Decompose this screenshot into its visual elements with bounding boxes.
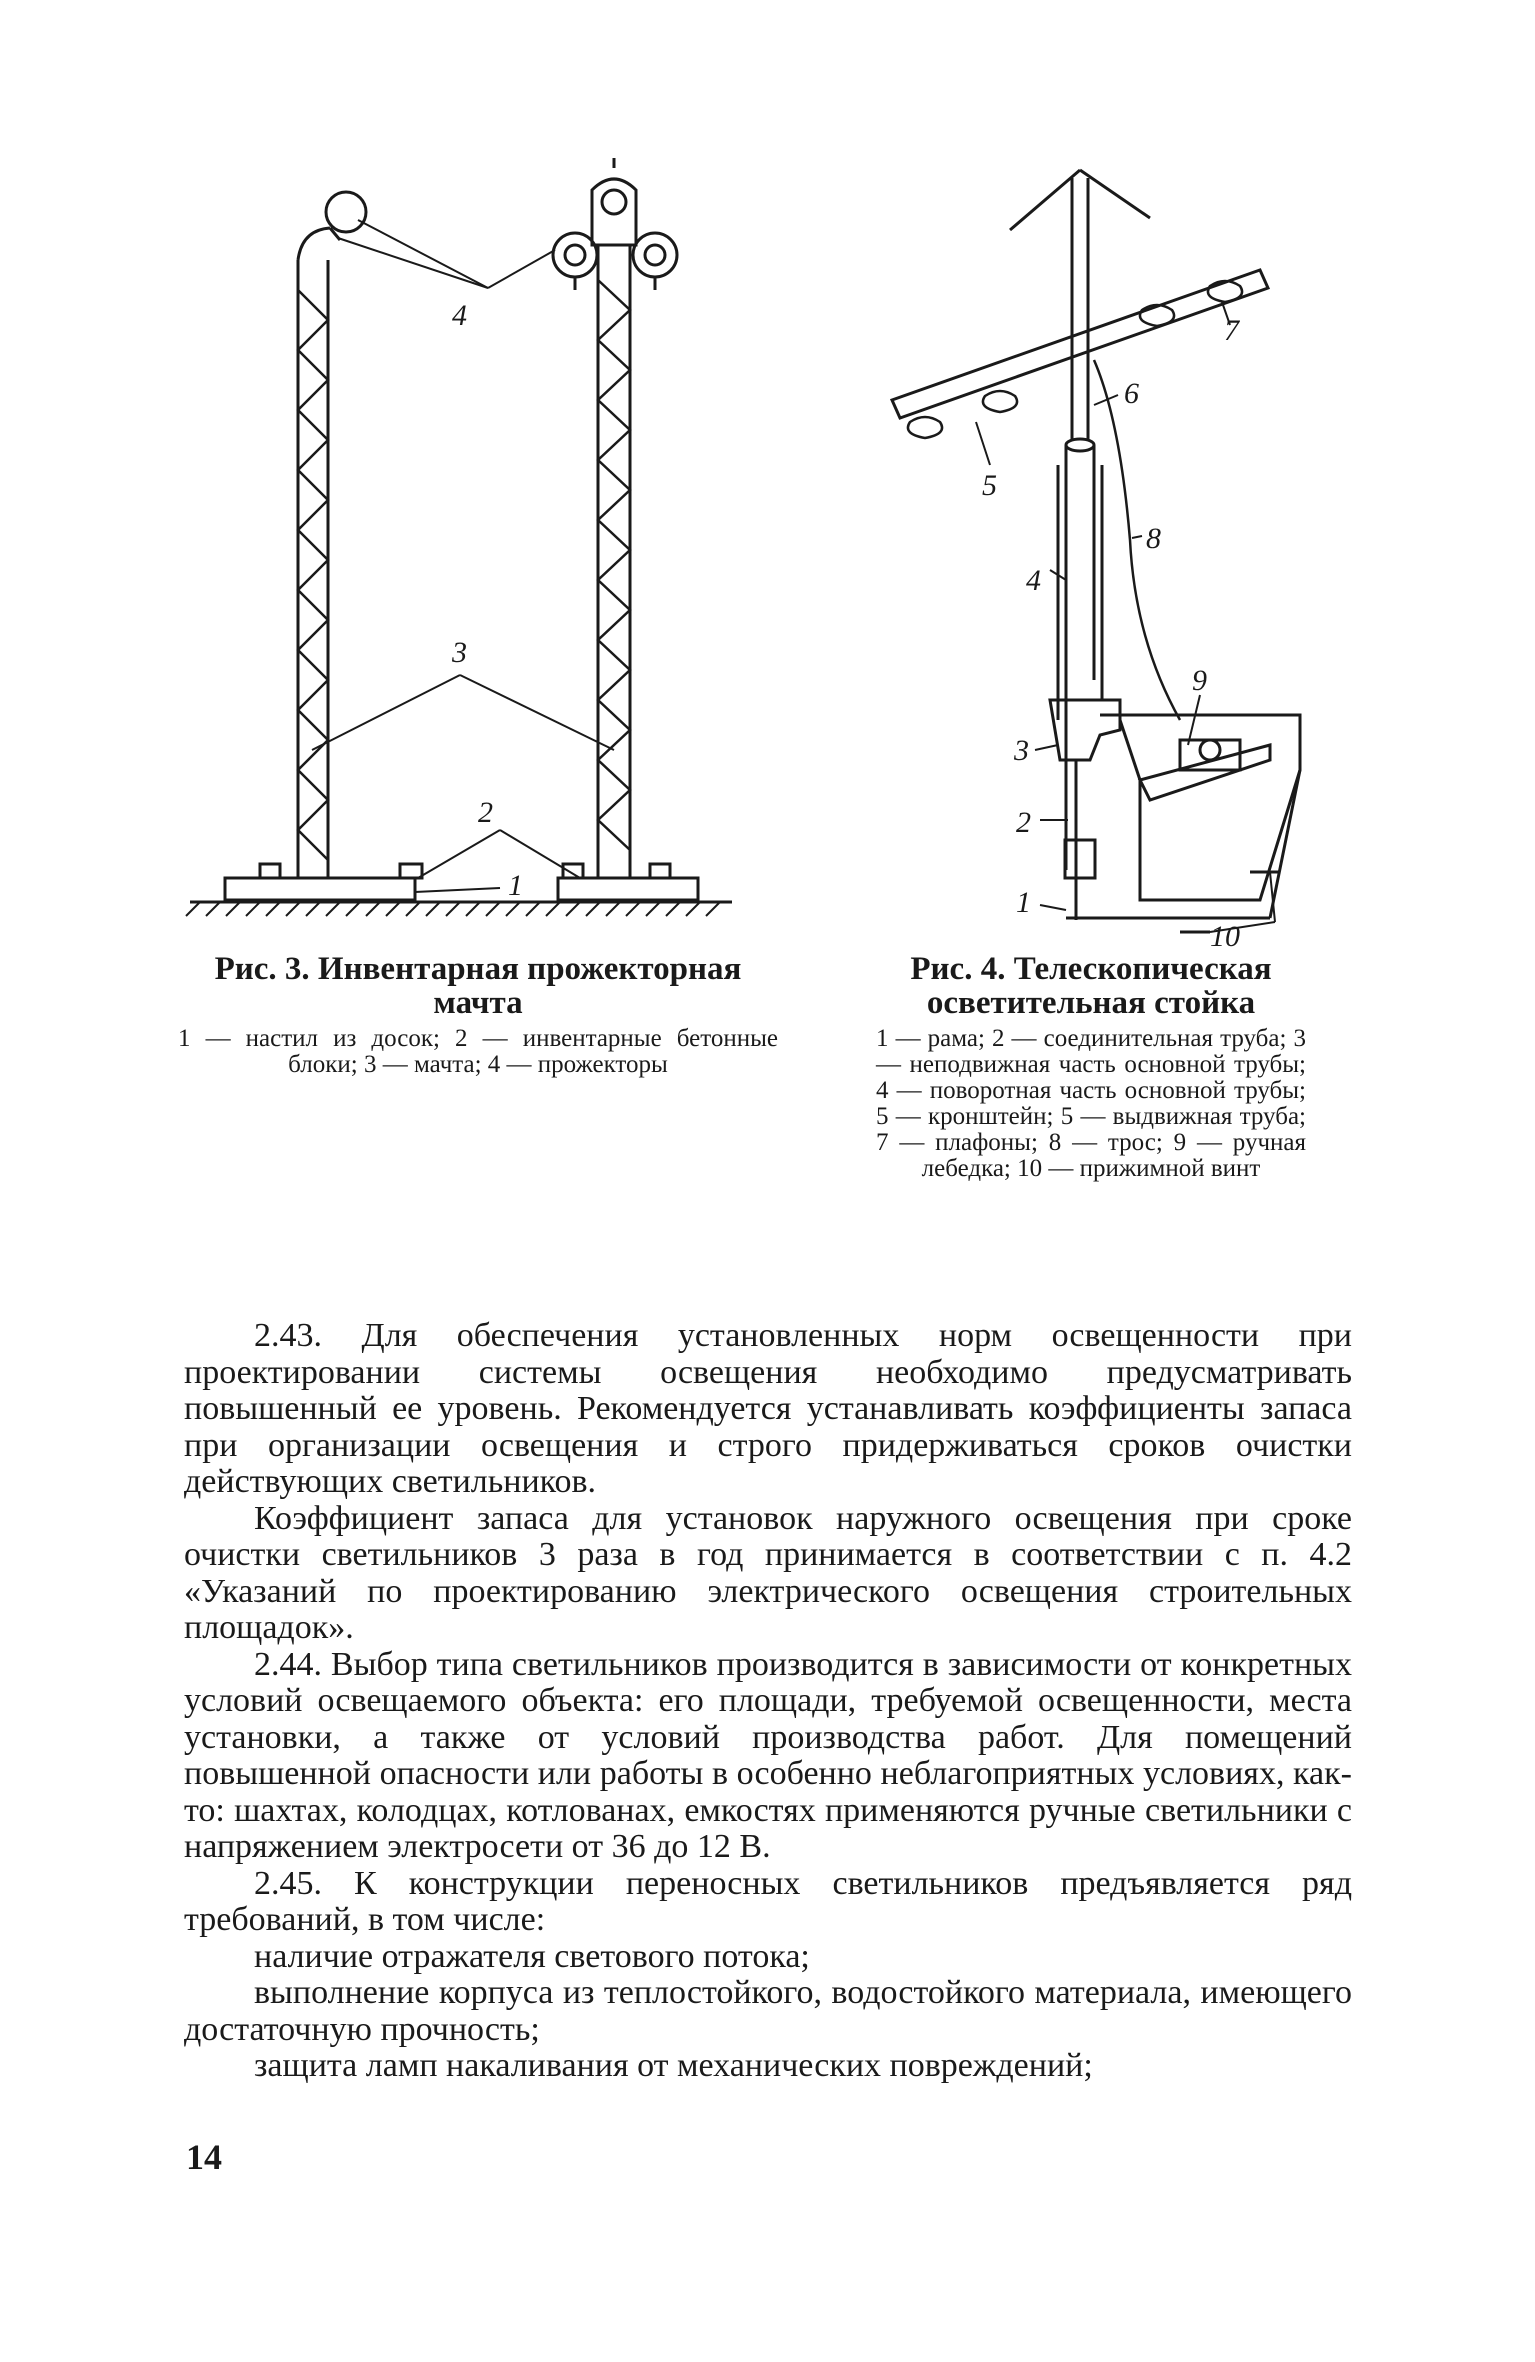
figure-4-legend: 1 — рама; 2 — соединительная труба; 3 — неподвижная часть основной трубы; 4 — поворотная часть основной трубы; 5 — кронштейн; 5 — выдвижная труба; 7 — плафоны; 8 — трос; 9 — ручная лебедка; 10 — прижимной винт bbox=[876, 1025, 1306, 1182]
figure-4-drawing bbox=[880, 160, 1320, 950]
paragraph-reserve-coefficient: Коэффициент запаса для установок наружного освещения при сроке очистки светильников 3 раза в год принимается в соответствии с п. 4.2 «Указаний по проектированию электрического освещения строительных площадок». bbox=[184, 1499, 1352, 1646]
fig4-label-3: 3 bbox=[1014, 734, 1029, 767]
fig4-label-9: 9 bbox=[1192, 664, 1207, 697]
figure-4-caption bbox=[876, 952, 1306, 1182]
page-number: 14 bbox=[186, 2137, 222, 2177]
fig3-label-2: 2 bbox=[478, 796, 493, 829]
fig4-label-6: 6 bbox=[1124, 377, 1139, 410]
body-text bbox=[184, 1318, 1352, 2085]
fig4-label-5: 5 bbox=[982, 469, 997, 502]
fig4-label-4: 4 bbox=[1026, 564, 1041, 597]
fig4-label-1: 1 bbox=[1016, 886, 1031, 919]
paragraph-2-44: 2.44. Выбор типа светильников производится в зависимости от конкретных условий освещаемого объекта: его площади, требуемой освещенности, места установки, а также от условий производства работ. Для помещений повышенной опасности или работы в особенно неблагоприятных условиях, как-то: шахтах, колодцах, котлованах, емкостях применяются ручные светильники с напряжением электросети от 36 до 12 В. bbox=[184, 1645, 1352, 1865]
figure-4-title: Рис. 4. Телескопическая осветительная стойка bbox=[910, 951, 1272, 1021]
figure-3-title: Рис. 3. Инвентарная прожекторная мачта bbox=[214, 951, 742, 1021]
requirement-item: наличие отражателя светового потока; bbox=[254, 1937, 810, 1975]
paragraph-2-45: 2.45. К конструкции переносных светильников предъявляется ряд требований, в том числе: bbox=[184, 1864, 1352, 1938]
fig4-label-8: 8 bbox=[1146, 522, 1161, 555]
figure-3-drawing bbox=[180, 150, 740, 920]
fig3-label-3: 3 bbox=[452, 636, 467, 669]
paragraph-2-43: 2.43. Для обеспечения установленных норм освещенности при проектировании системы освещения необходимо предусматривать повышенный ее уровень. Рекомендуется устанавливать коэффициенты запаса при организации освещения и строго придерживаться сроков очистки действующих светильников. bbox=[184, 1317, 1352, 1500]
fig4-label-10: 10 bbox=[1210, 920, 1240, 950]
fig4-label-2: 2 bbox=[1016, 806, 1031, 839]
requirement-item: выполнение корпуса из теплостойкого, водостойкого материала, имеющего достаточную прочность; bbox=[184, 1974, 1352, 2048]
figure-3-caption bbox=[178, 952, 778, 1078]
figure-3-legend: 1 — настил из досок; 2 — инвентарные бетонные блоки; 3 — мачта; 4 — прожекторы bbox=[178, 1025, 778, 1078]
fig3-label-1: 1 bbox=[508, 869, 523, 902]
requirement-item: защита ламп накаливания от механических повреждений; bbox=[254, 2047, 1093, 2084]
fig3-label-4: 4 bbox=[452, 299, 467, 332]
fig4-label-7: 7 bbox=[1224, 314, 1239, 347]
